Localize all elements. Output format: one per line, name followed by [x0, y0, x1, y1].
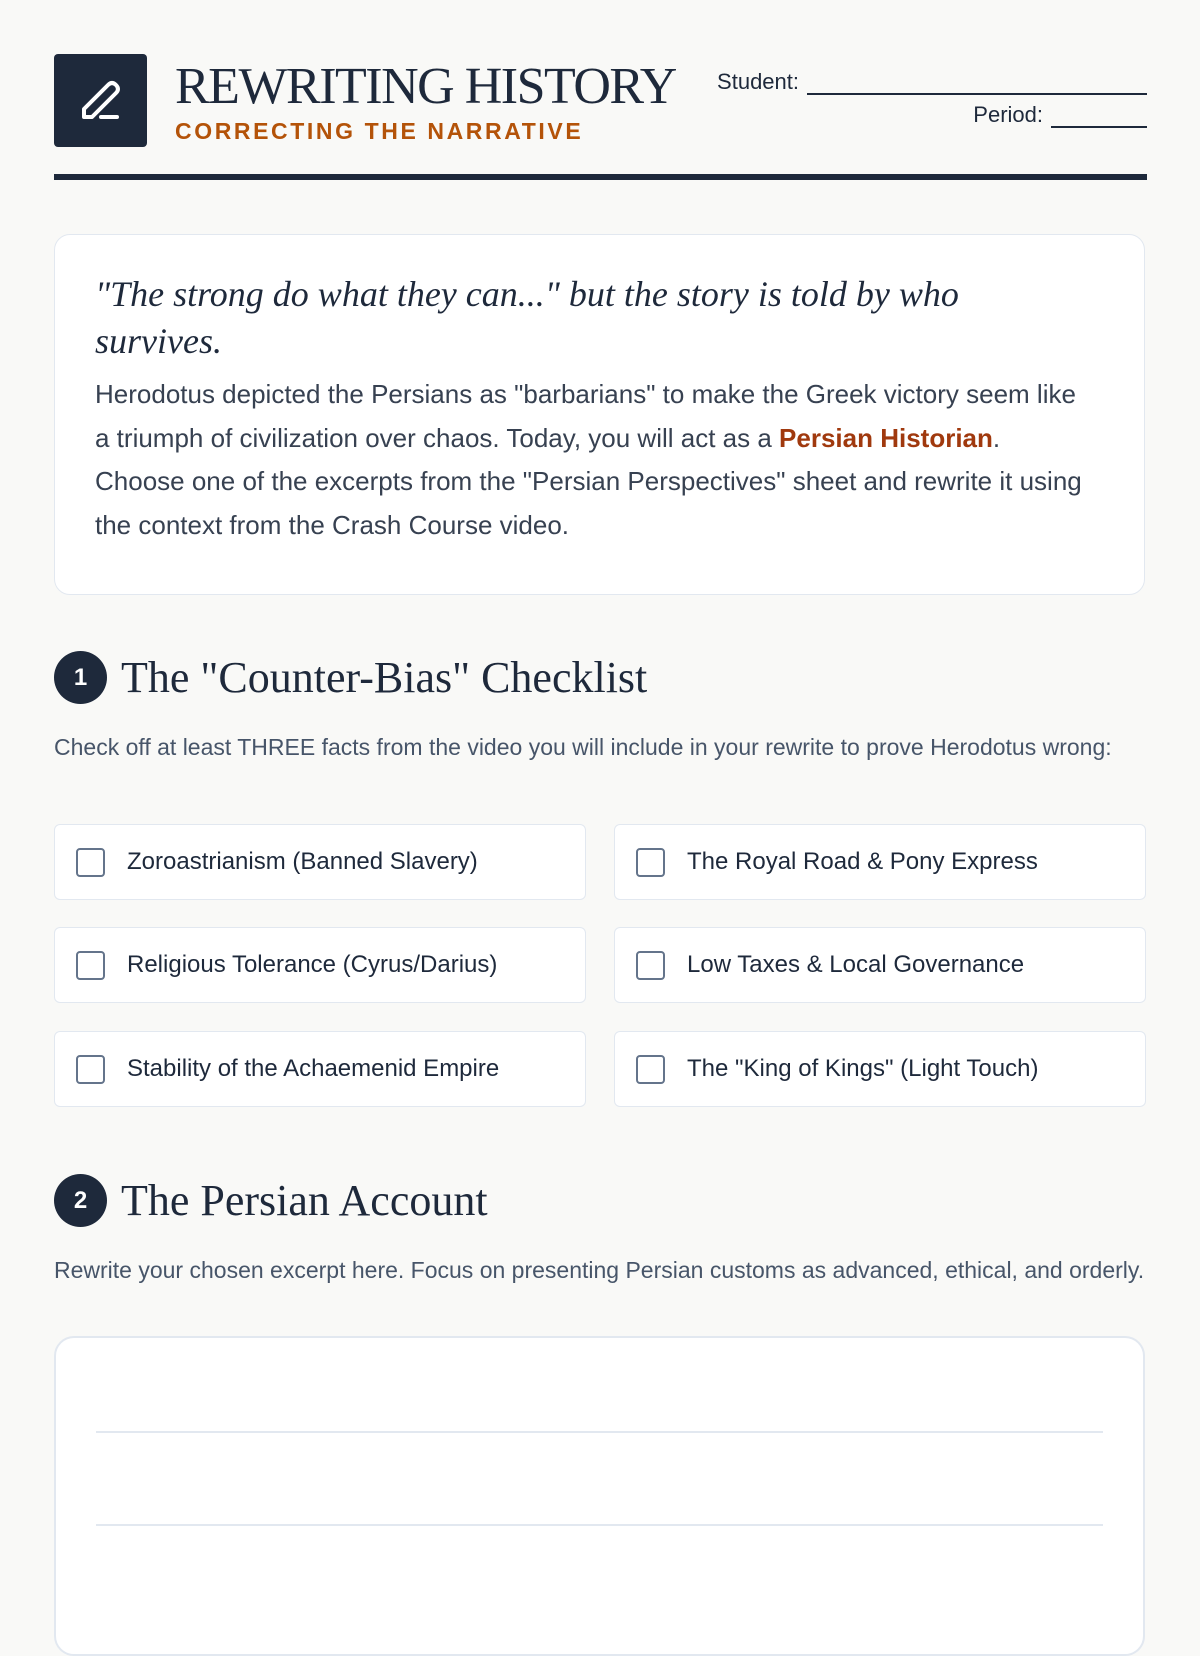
student-blank[interactable]	[807, 73, 1147, 95]
checklist-item[interactable]	[614, 824, 1146, 900]
checklist-item-label: Stability of the Achaemenid Empire	[127, 1055, 500, 1082]
intro-text	[95, 373, 1095, 547]
header	[54, 54, 1147, 182]
section-2-title: The Persian Account	[121, 1176, 488, 1225]
intro-highlight: Persian Historian	[779, 422, 993, 453]
checkbox[interactable]	[76, 1055, 105, 1084]
period-blank[interactable]	[1051, 106, 1147, 128]
student-label: Student:	[717, 69, 799, 94]
writing-line	[96, 1431, 1103, 1433]
checklist-item-label: Low Taxes & Local Governance	[687, 951, 1025, 978]
checkbox[interactable]	[636, 1055, 665, 1084]
section-1-instruction: Check off at least THREE facts from the video you will include in your rewrite to prove Herodotus wrong:	[54, 734, 1112, 760]
checklist-item[interactable]	[614, 927, 1146, 1003]
worksheet-title: REWRITING HISTORY	[175, 58, 676, 115]
pen-icon	[54, 54, 147, 147]
section-1-number: 1	[54, 651, 107, 704]
checkbox[interactable]	[636, 951, 665, 980]
checklist-item-label: The "King of Kings" (Light Touch)	[687, 1055, 1039, 1082]
section-2-number: 2	[54, 1174, 107, 1227]
intro-text-start: Herodotus depicted the Persians as "barbarians" to make the Greek victory seem like a triumph of civilization over chaos. Today, you will act as a	[95, 379, 1076, 453]
checkbox[interactable]	[76, 848, 105, 877]
checklist-item[interactable]	[54, 927, 586, 1003]
student-name-field[interactable]	[717, 69, 1147, 95]
section-1-title: The "Counter-Bias" Checklist	[121, 653, 648, 702]
rewrite-writing-area[interactable]	[54, 1336, 1145, 1656]
intro-quote: "The strong do what they can..." but the story is told by who survives.	[95, 274, 959, 361]
checkbox[interactable]	[76, 951, 105, 980]
header-divider	[54, 174, 1147, 180]
section-2-instruction: Rewrite your chosen excerpt here. Focus on presenting Persian customs as advanced, ethical, and orderly.	[54, 1257, 1145, 1283]
section-2-heading	[54, 1174, 488, 1227]
checklist-item-label: Religious Tolerance (Cyrus/Darius)	[127, 951, 498, 978]
checklist-item[interactable]	[614, 1031, 1146, 1107]
intro-card	[54, 234, 1145, 595]
checklist-item[interactable]	[54, 824, 586, 900]
checkbox[interactable]	[636, 848, 665, 877]
checklist-item[interactable]	[54, 1031, 586, 1107]
worksheet-page	[54, 0, 1147, 1600]
writing-line	[96, 1524, 1103, 1526]
checklist-item-label: The Royal Road & Pony Express	[687, 848, 1038, 875]
checklist-item-label: Zoroastrianism (Banned Slavery)	[127, 848, 478, 875]
section-1-heading	[54, 651, 647, 704]
period-label: Period:	[973, 102, 1043, 127]
worksheet-subtitle: CORRECTING THE NARRATIVE	[175, 118, 584, 144]
period-field[interactable]	[973, 102, 1147, 128]
intro-text-end: . Choose one of the excerpts from the "Persian Perspectives" sheet and rewrite it using the context from the Crash Course video.	[95, 422, 1082, 540]
